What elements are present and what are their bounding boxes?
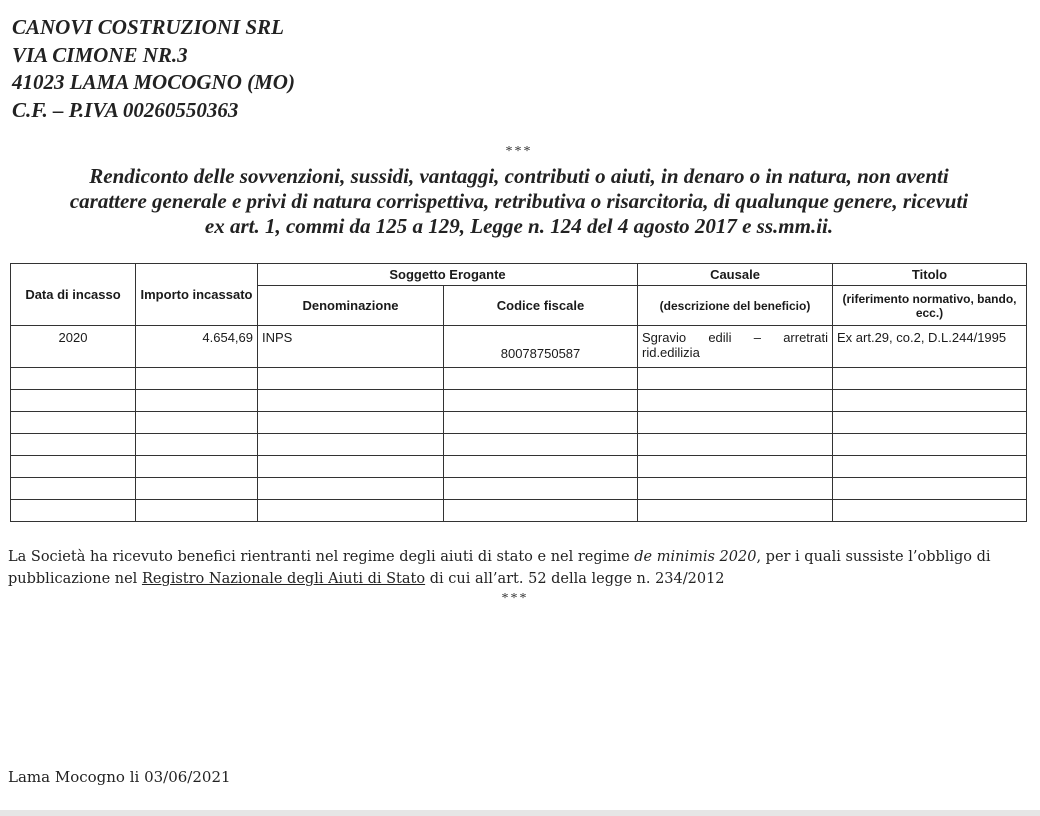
cell-codice-fiscale: 80078750587 [444,326,638,368]
empty-row [11,368,1027,390]
separator-bottom: *** [501,591,529,606]
empty-row [11,390,1027,412]
causale-word-1: Sgravio [642,330,687,345]
header-causale-sub: (descrizione del beneficio) [638,286,833,326]
cell-data: 2020 [11,326,136,368]
note-de-minimis: de minimis 2020 [634,549,757,565]
separator-top: *** [505,144,533,159]
company-tax-id: C.F. – P.IVA 00260550363 [12,97,239,122]
place-date-signature: Lama Mocogno li 03/06/2021 [8,768,231,786]
header-data-incasso: Data di incasso [11,264,136,326]
causale-word-5: rid.edilizia [642,345,700,360]
empty-row [11,456,1027,478]
company-name: CANOVI COSTRUZIONI SRL [12,15,284,39]
company-header [12,14,295,124]
document-title [8,164,1030,239]
empty-row [11,412,1027,434]
causale-word-4: arretrati [783,330,828,345]
causale-word-3: – [753,330,761,345]
empty-row [11,500,1027,522]
header-soggetto-erogante: Soggetto Erogante [258,264,638,286]
cell-importo: 4.654,69 [136,326,258,368]
title-line-1: Rendiconto delle sovvenzioni, sussidi, vantaggi, contributi o aiuti, in denaro o in natura, non aventi [89,164,949,188]
empty-row [11,434,1027,456]
note-text-1: La Società ha ricevuto benefici rientranti nel regime degli aiuti di stato e nel regime [8,549,635,565]
causale-word-2: edili [708,330,732,345]
cell-causale [638,326,833,368]
company-city: 41023 LAMA MOCOGNO (MO) [12,70,295,94]
note-text-3: di cui all’art. 52 della legge n. 234/2012 [425,571,725,587]
header-importo: Importo incassato [136,264,258,326]
note-text-2: , per i quali sussiste l’obbligo di pubblicazione nel [8,549,991,587]
aid-table [10,263,1027,522]
header-denominazione: Denominazione [258,286,444,326]
empty-row [11,478,1027,500]
header-titolo: Titolo [833,264,1027,286]
header-codice-fiscale: Codice fiscale [444,286,638,326]
company-address: VIA CIMONE NR.3 [12,42,188,67]
title-line-2: carattere generale e privi di natura corrispettiva, retributiva o risarcitoria, di qualunque genere, ricevuti [69,189,969,213]
aid-table-container [10,263,1027,522]
title-line-3: ex art. 1, commi da 125 a 129, Legge n. 124 del 4 agosto 2017 e ss.mm.ii. [204,214,834,238]
table-row [11,326,1027,368]
note-registry-link: Registro Nazionale degli Aiuti di Stato [141,571,426,587]
page-bottom-edge [0,810,1040,816]
header-titolo-sub: (riferimento normativo, bando, ecc.) [833,286,1027,326]
publication-note [8,546,1034,590]
header-causale: Causale [638,264,833,286]
cell-denominazione: INPS [258,326,444,368]
cell-titolo: Ex art.29, co.2, D.L.244/1995 [833,326,1027,368]
